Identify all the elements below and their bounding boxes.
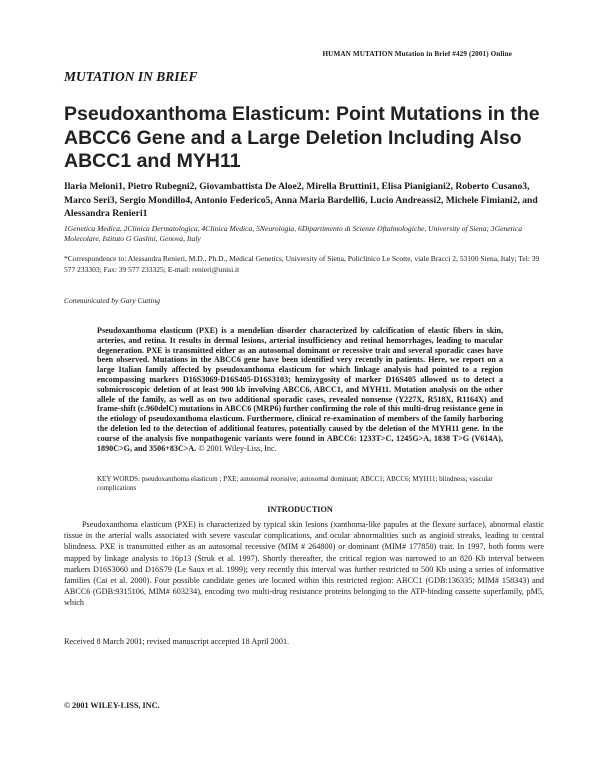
- correspondence: *Correspondence to: Alessandra Renieri, M.D., Ph.D., Medical Genetics, University of Siena, Policlinico Le Scotte, viale Bracci 2, 53100 Siena, Italy; Tel: 39 577 233303; Fax: 39 577 233325; E-mail: renieri@unisi.it: [64, 254, 540, 274]
- author-list: Ilaria Meloni1, Pietro Rubegni2, Giovambattista De Aloe2, Mirella Bruttini1, Elisa Pianigiani2, Roberto Cusano3, Marco Seri3, Sergio Mondillo4, Antonio Federico5, Anna Maria Bardelli6, Lucio Andreassi2, Michele Fimiani2, and Alessandra Renieri1: [64, 181, 538, 219]
- received-dates: Received 8 March 2001; revised manuscript accepted 18 April 2001.: [64, 637, 290, 646]
- abstract-text: Pseudoxanthoma elasticum (PXE) is a mendelian disorder characterized by calcification of elastic fibers in skin, arteries, and retina. It results in dermal lesions, arterial insufficiency and retinal hemorrhages, leading to macular degeneration. PXE is transmitted either as an autosomal dominant or recessive trait and several sporadic cases have been observed. Mutations in the ABCC6 gene have been identified very recently in patients. Here, we report on a large Italian family affected by pseudoxanthoma elasticum for which linkage analysis had pointed to a region encompassing markers D16S3069-D16S405-D16S3103; hemizygosity of marker D16S405 allowed us to detect a submicroscopic deletion of at least 900 kb involving ABCC6, ABCC1, and MYH11. Mutation analysis on the other allele of the family, as well as on two additional sporadic cases, revealed nonsense (Y227X, R518X, R1164X) and frame-shift (c.960delC) mutations in ABCC6 (MRP6) further confirming the role of this multi-drug resistance gene in the etiology of pseudoxanthoma elasticum. Furthermore, clinical re-examination of members of the family harboring the deletion led to the detection of additional features, potentially caused by the deletion of the MYH11 gene. In the course of the analysis five nonpathogenic variants were found in ABCC6: 1233T>C, 1245G>A, 1838 T>G (V614A), 1890C>G, and 3506+83C>A.: [97, 326, 503, 453]
- introduction-body: [64, 519, 544, 609]
- introduction-paragraph: Pseudoxanthoma elasticum (PXE) is characterized by typical skin lesions (xanthoma-like papules at the flexure surface), abnormal elastic tissue in the arterial walls associated with severe vascular complications, and ocular abnormalities such as angioid streaks, leading to central blindness. PXE is transmitted either as an autosomal recessive (MIM # 264800) or dominant (MIM# 177850) trait. In 1997, both forms were mapped by linkage analysis to 16p13 (Struk et al. 1997). Shortly thereafter, the critical region was narrowed to an 820 Kb interval between markers D16S3060 and D16S79 (Le Saux et al. 1999); very recently this interval was further restricted to 500 Kb using a series of informative families (Cai et al. 2000). Four possible candidate genes are located within this restricted region: ABCC1 (GDB:136335; MIM# 158343) and ABCC6 (GDB:9315106, MIM# 603234), encoding two multi-drug resistance proteins belonging to the ATP-binding cassette superfamily, pM5, which: [64, 520, 544, 608]
- paper-title: Pseudoxanthoma Elasticum: Point Mutations in the ABCC6 Gene and a Large Deletion Including Also ABCC1 and MYH11: [64, 103, 540, 172]
- affiliations: 1Genetica Medica, 2Clinica Dermatologica, 4Clinica Medica, 5Neurologia, 6Dipartimento di Scienze Oftalmologiche, University of Siena; 3Genetica Molecolare, Istituto G Gaslini, Genova, Italy: [64, 224, 522, 243]
- running-head: HUMAN MUTATION Mutation in Brief #429 (2001) Online: [322, 50, 512, 58]
- abstract: [97, 326, 503, 453]
- communicated-by: Communicated by Gary Cutting: [64, 296, 161, 305]
- copyright-footer: © 2001 WILEY-LISS, INC.: [64, 701, 160, 710]
- section-heading-introduction: INTRODUCTION: [267, 505, 333, 514]
- section-label: MUTATION IN BRIEF: [64, 69, 198, 84]
- keywords: KEY WORDS: pseudoxanthoma elasticum ; PXE; autosomal recessive; autosomal dominant; ABCC1; ABCC6; MYH11; blindness; vascular complications: [97, 475, 493, 492]
- abstract-copyright: © 2001 Wiley-Liss, Inc.: [198, 443, 277, 453]
